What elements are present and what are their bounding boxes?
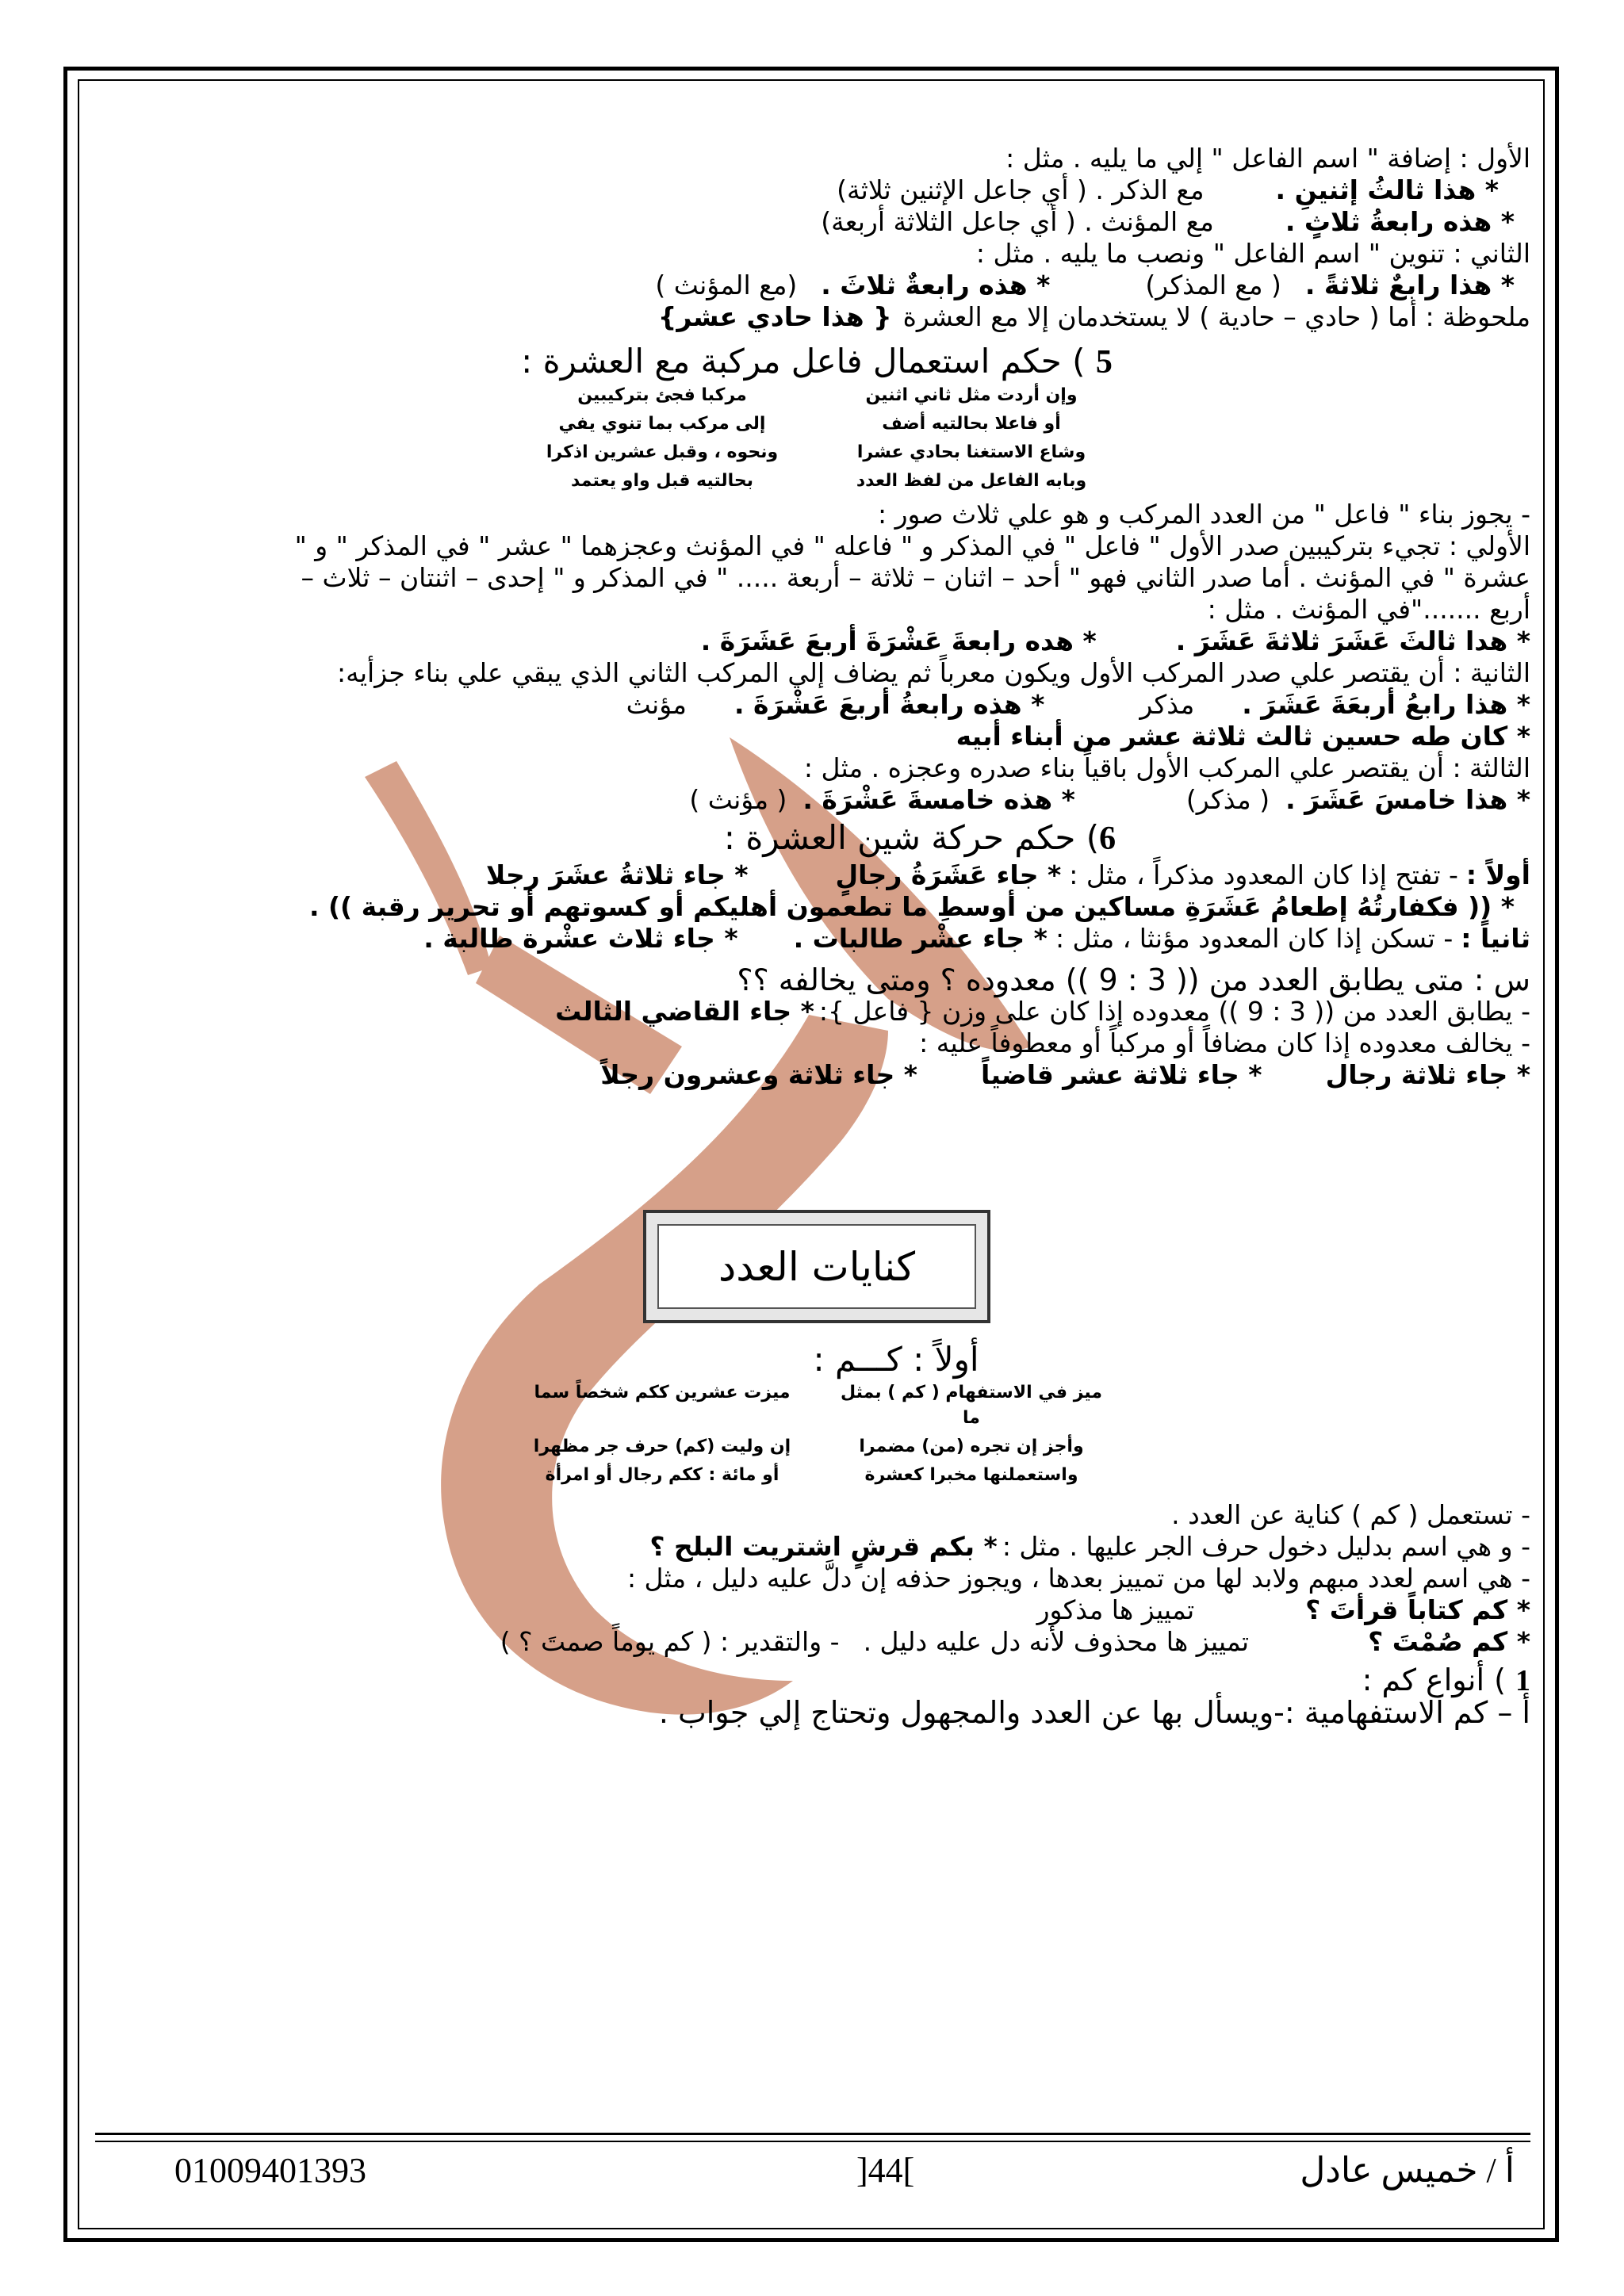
example: * هذا رابعٌ ثلاثةً .	[1304, 270, 1515, 300]
verse: أو فاعلا بحالتيه أضف	[882, 414, 1061, 434]
example: * هذه رابعةٌ ثلاثَ .	[821, 270, 1051, 300]
label: ثانياً :	[1461, 923, 1530, 954]
example: * جاء ثلاثةُ عشَرَ رجلا	[485, 859, 749, 890]
text-line: الثالثة : أن يقتصر علي المركب الأول باقياً بناء صدره وعجزه . مثل :	[803, 752, 1530, 783]
example: * هذا ثالثُ إثنينِ .	[1275, 174, 1499, 205]
footer-rule	[95, 2133, 1530, 2135]
text-line: - تستعمل ( كم ) كناية عن العدد .	[1171, 1499, 1530, 1530]
verse: بحالتيه قبل واو يعتمد	[571, 471, 753, 491]
verse: إلى مركب بما تنوي يفي	[558, 414, 766, 434]
text: - تسكن إذا كان المعدود مؤنثا ، مثل :	[1055, 923, 1454, 954]
example: * جاء القاضي الثالث	[555, 996, 814, 1027]
text-line: - هي اسم لعدد مبهم ولابد لها من تمييز بعدها ، ويجوز حذفه إن دلَّ عليه دليل ، مثل :	[626, 1563, 1530, 1594]
example: * هذه رابعةُ أربعَ عَشْرَةَ .	[733, 689, 1045, 720]
kam-heading: أولاً : كـــم :	[813, 1340, 979, 1379]
verse: وبابه الفاعل من لفظ العدد	[856, 471, 1087, 491]
example-note: ( مذكر)	[1185, 784, 1270, 815]
example: * كم صُمْتَ ؟	[1368, 1626, 1530, 1657]
example-note: ( مع المذكر)	[1145, 270, 1281, 300]
section-title: ) حكم حركة شين العشرة :	[723, 818, 1100, 857]
text: - تفتح إذا كان المعدود مذكراً ، مثل :	[1069, 859, 1458, 890]
verse: أو مائة : ككم رجال أو امرأة	[545, 1465, 779, 1485]
section-title: ) أنواع كم :	[1362, 1663, 1515, 1697]
text-line: الأول : إضافة " اسم الفاعل " إلي ما يليه . مثل :	[1005, 143, 1530, 174]
footer-author: أ / خميس عادل	[1300, 2151, 1515, 2190]
example: * كان طه حسين ثالث ثلاثة عشر من أبناء أبيه	[956, 721, 1530, 752]
example: * جاء ثلاثة وعشرون رجلاً	[600, 1059, 918, 1090]
footer	[95, 2150, 1530, 2198]
title-box	[643, 1210, 990, 1323]
types-heading	[103, 1664, 1530, 1697]
example: * جاء عَشَرَةُ رجالٍ	[835, 859, 1062, 890]
example: * جاء ثلاثة رجال	[1325, 1059, 1530, 1090]
answer: - يطابق العدد من (( 3 : 9 )) معدوده إذا كان على وزن { فاعل }:	[818, 996, 1530, 1027]
label: أولاً :	[1465, 859, 1530, 890]
example: * بكم قرشٍ اشتريت البلح ؟	[649, 1531, 998, 1562]
text-line: الأولي : تجيء بتركيبين صدر الأول " فاعل " في المذكر و " فاعله " في المؤنث وعجزهما " عشر " في المذكر " و "	[294, 530, 1530, 561]
example-note: مع المؤنث . ( أي جاعل الثلاثة أربعة)	[821, 206, 1214, 237]
quran-verse: * (( فكفارتُهُ إطعامُ عَشَرَةِ مساكين من أوسطِ ما تطعمون أهليكم أو كسوتهم أو تحرير رقبة )) .	[308, 891, 1515, 922]
note-example: { هذا حادي عشر}	[657, 301, 892, 332]
section-number: 6	[1099, 821, 1116, 857]
verse: وإن أردت مثل ثاني اثنين	[865, 385, 1078, 405]
example-note: مؤنث	[626, 689, 687, 720]
example: * هده رابعةَ عَشْرَةَ أربعَ عَشَرَةَ .	[700, 626, 1097, 656]
note-text: ملحوظة : أما ( حادي – حادية ) لا يستخدمان إلا مع العشرة	[902, 301, 1530, 332]
section-number: 5	[1095, 344, 1113, 381]
footer-phone: 01009401393	[174, 2151, 366, 2190]
verse: ميز في الاستفهام ( كم ) بمثل ما	[841, 1383, 1102, 1428]
poem-verses	[103, 383, 1530, 494]
poem-verses	[103, 1380, 1530, 1488]
example: * جاء عشْر طالبات .	[793, 923, 1048, 954]
verse: ميزت عشرين ككم شخصاً سما	[534, 1383, 791, 1402]
example: * جاء ثلاثة عشر قاضياً	[981, 1059, 1262, 1090]
example: * هذه خامسةَ عَشْرَةَ .	[802, 784, 1075, 815]
verse: مركبا فجئ بتركيبين	[577, 385, 747, 405]
text-line: - يجوز بناء " فاعل " من العدد المركب و هو علي ثلاث صور :	[878, 499, 1530, 530]
example-note: - والتقدير : ( كم يوماً صمتَ ؟ )	[500, 1626, 840, 1657]
example: * هذه رابعةُ ثلاثٍ .	[1285, 206, 1515, 237]
example-note: تمييز ها مذكور	[1036, 1594, 1195, 1625]
question: س : متى يطابق العدد من (( 3 : 9 )) معدوده ؟ ومتى يخالفه ؟؟	[737, 962, 1530, 997]
box-title: كنايات العدد	[718, 1243, 915, 1290]
text-line: أ – كم الاستفهامية :-ويسأل بها عن العدد والمجهول وتحتاج إلي جواب .	[658, 1695, 1530, 1730]
answer: - يخالف معدوده إذا كان مضافاً أو مركباً أو معطوفاً عليه :	[919, 1027, 1530, 1058]
section-6-heading	[103, 817, 1530, 859]
verse: ونحوه ، وقبل عشرين اذكرا	[546, 442, 779, 462]
example-note: مذكر	[1139, 689, 1195, 720]
text-line: الثاني : تنوين " اسم الفاعل " ونصب ما يليه . مثل :	[975, 238, 1530, 269]
section-title: ) حكم استعمال فاعل مركبة مع العشرة :	[521, 342, 1096, 381]
page-number: ]44[	[856, 2151, 915, 2190]
text: - و هي اسم بدليل دخول حرف الجر عليها . مثل :	[1002, 1531, 1530, 1562]
example-note: ( مؤنث )	[689, 784, 787, 815]
example: * جاء ثلاث عشْرة طالبة .	[423, 923, 738, 954]
verse: إن وليت (كم) حرف جر مظهرا	[533, 1437, 791, 1456]
section-number: 1	[1515, 1664, 1530, 1697]
example-note: تمييز ها محذوف لأنه دل عليه دليل .	[863, 1626, 1250, 1657]
example: * هذا خامسَ عَشَرَ .	[1285, 784, 1530, 815]
example: * كم كتاباً قرأتَ ؟	[1305, 1594, 1530, 1625]
text-line: الثانية : أن يقتصر علي صدر المركب الأول ويكون معرباً ثم يضاف إلي المركب الثاني الذي يبقي علي بناء جزأيه:	[337, 657, 1530, 688]
verse: وأجز إن تجره (من) مضمرا	[859, 1437, 1084, 1456]
example: * هدا ثالثَ عَشَرَ ثلاثةَ عَشَرَ .	[1175, 626, 1530, 656]
section-5-heading	[103, 341, 1530, 383]
text-line: أربع ......."في المؤنث . مثل :	[1207, 594, 1530, 625]
footer-rule	[95, 2141, 1530, 2142]
example-note: مع الذكر . ( أي جاعل الإثنين ثلاثة)	[837, 174, 1205, 205]
example-note: (مع المؤنث )	[655, 270, 798, 300]
verse: واستعملنها مخبرا كعشرة	[864, 1465, 1078, 1485]
text-line: عشرة " في المؤنث . أما صدر الثاني فهو " أحد – اثنان – ثلاثة – أربعة ..... " في المذكر و " إحدى – اثنتان – ثلاث –	[301, 562, 1530, 593]
title-box-wrapper	[103, 1210, 1530, 1323]
example: * هذا رابعُ أربعَةَ عَشَرَ .	[1242, 689, 1530, 720]
verse: وشاع الاستغنا بحادي عشرا	[856, 442, 1086, 462]
